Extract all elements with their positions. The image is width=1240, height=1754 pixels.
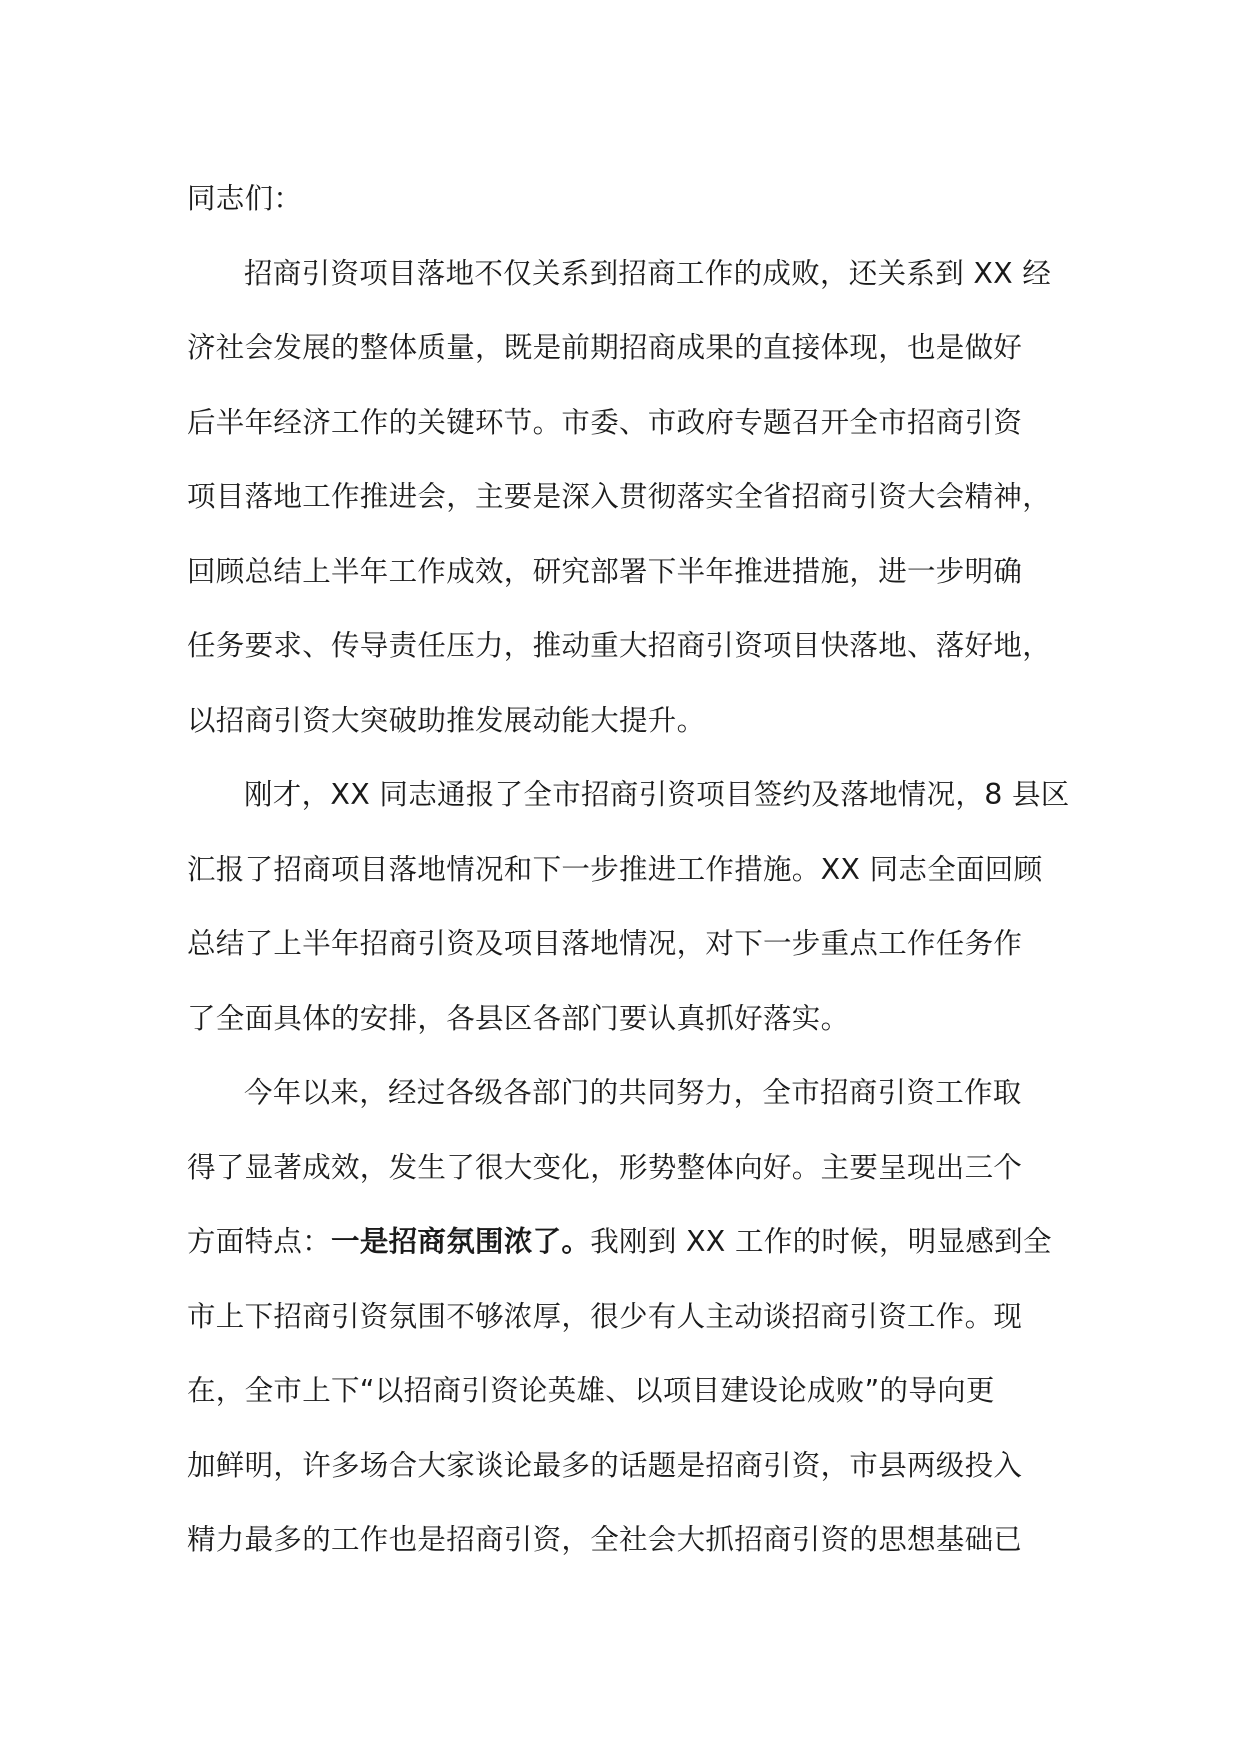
text-line: 汇报了招商项目落地情况和下一步推进工作措施。XX 同志全面回顾 xyxy=(187,852,1043,886)
text-line: 任务要求、传导责任压力，推动重大招商引资项目快落地、落好地， xyxy=(187,629,1052,662)
text-line: 项目落地工作推进会，主要是深入贯彻落实全省招商引资大会精神， xyxy=(187,480,1052,513)
text-line: 精力最多的工作也是招商引资，全社会大抓招商引资的思想基础已 xyxy=(187,1523,1023,1556)
text-line: 后半年经济工作的关键环节。市委、市政府专题召开全市招商引资 xyxy=(187,405,1023,439)
text-line: 招商引资项目落地不仅关系到招商工作的成败，还关系到 XX 经 xyxy=(244,256,1052,290)
text-line: 了全面具体的安排，各县区各部门要认真抓好落实。 xyxy=(187,1001,850,1035)
text-line: 回顾总结上半年工作成效，研究部署下半年推进措施，进一步明确 xyxy=(187,554,1023,588)
text-line: 总结了上半年招商引资及项目落地情况，对下一步重点工作任务作 xyxy=(187,927,1023,960)
mixed-text-line xyxy=(187,1205,1067,1280)
line-suffix: 我刚到 XX 工作的时候，明显感到全 xyxy=(590,1225,1052,1258)
text-line: 加鲜明，许多场合大家谈论最多的话题是招商引资，市县两级投入 xyxy=(187,1448,1023,1482)
paragraph-3 xyxy=(187,1056,1067,1578)
paragraph-1 xyxy=(187,237,1067,759)
text-line: 今年以来，经过各级各部门的共同努力，全市招商引资工作取 xyxy=(244,1076,1022,1109)
salutation: 同志们： xyxy=(187,182,303,215)
document-body xyxy=(187,162,1070,1578)
text-line: 得了显著成效，发生了很大变化，形势整体向好。主要呈现出三个 xyxy=(187,1150,1023,1184)
text-line: 市上下招商引资氛围不够浓厚，很少有人主动谈招商引资工作。现 xyxy=(187,1299,1023,1333)
bold-heading: 一是招商氛围浓了。 xyxy=(331,1225,591,1258)
line-prefix: 方面特点： xyxy=(187,1225,332,1258)
paragraph-2 xyxy=(187,758,1070,1056)
text-line: 济社会发展的整体质量，既是前期招商成果的直接体现，也是做好 xyxy=(187,331,1023,364)
text-line: 在，全市上下“以招商引资论英雄、以项目建设论成败”的导向更 xyxy=(187,1374,995,1407)
text-line: 以招商引资大突破助推发展动能大提升。 xyxy=(187,703,706,737)
text-line: 刚才，XX 同志通报了全市招商引资项目签约及落地情况，8 县区 xyxy=(244,778,1070,811)
